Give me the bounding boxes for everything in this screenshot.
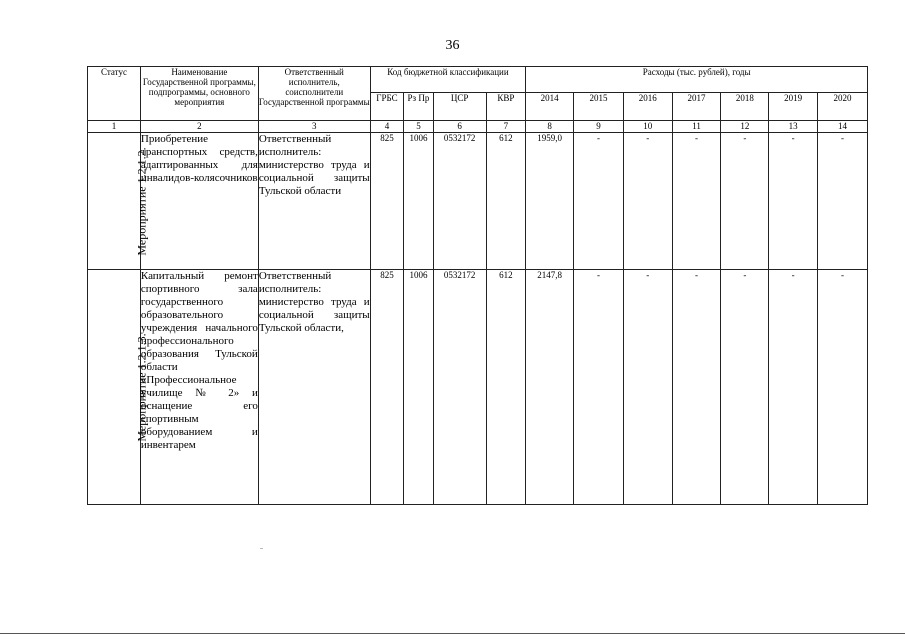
column-number: 4	[370, 121, 404, 133]
column-number: 12	[721, 121, 769, 133]
expense-value: -	[818, 133, 868, 270]
status-label: Мероприятие 1.2.1.3.	[134, 333, 149, 442]
header-year: 2017	[672, 93, 721, 121]
column-number: 2	[140, 121, 258, 133]
column-number: 9	[574, 121, 624, 133]
header-expenses: Расходы (тыс. рублей), годы	[526, 67, 868, 93]
column-number: 14	[818, 121, 868, 133]
csr-code: 0532172	[433, 270, 486, 505]
header-year: 2019	[769, 93, 818, 121]
expense-value: -	[818, 270, 868, 505]
measure-name: Капитальный ремонт спортивного зала государственного образовательного учреждения начального профессионального образования Тульской области «Профессиональное училище № 2» и оснащение его спортивным оборудованием и инвентарем	[140, 270, 258, 505]
column-number: 8	[526, 121, 574, 133]
responsible-executor: Ответственный исполнитель: министерство труда и социальной защиты Тульской области,	[258, 270, 370, 505]
header-year: 2018	[721, 93, 769, 121]
responsible-executor: Ответственный исполнитель: министерство труда и социальной защиты Тульской области	[258, 133, 370, 270]
header-year: 2020	[818, 93, 868, 121]
expense-value: -	[574, 270, 624, 505]
header-responsible: Ответственный исполнитель, соисполнители Государственной программы	[258, 67, 370, 121]
expense-value: -	[623, 133, 672, 270]
column-number: 11	[672, 121, 721, 133]
rzpr-code: 1006	[404, 133, 433, 270]
column-number: 10	[623, 121, 672, 133]
column-number: 3	[258, 121, 370, 133]
column-number: 7	[486, 121, 526, 133]
header-kvr: КВР	[486, 93, 526, 121]
column-number: 13	[769, 121, 818, 133]
header-year: 2016	[623, 93, 672, 121]
csr-code: 0532172	[433, 133, 486, 270]
header-year: 2015	[574, 93, 624, 121]
header-budget-code: Код бюджетной классификации	[370, 67, 526, 93]
header-name: Наименование Государственной программы, подпрограммы, основного мероприятия	[140, 67, 258, 121]
kvr-code: 612	[486, 270, 526, 505]
column-number: 1	[88, 121, 141, 133]
status-cell	[88, 133, 149, 270]
expense-value: -	[769, 270, 818, 505]
status-label: Мероприятие 1.2.1.2.	[134, 147, 149, 256]
expense-value: -	[672, 270, 721, 505]
scan-edge-line	[0, 633, 905, 634]
header-rzpr: Рз Пр	[404, 93, 433, 121]
table-row	[88, 133, 868, 270]
status-cell	[88, 270, 149, 505]
table-row	[88, 270, 868, 505]
rzpr-code: 1006	[404, 270, 433, 505]
header-grbs: ГРБС	[370, 93, 404, 121]
scan-mark	[260, 548, 262, 550]
expense-value: -	[769, 133, 818, 270]
expense-value: 1959,0	[526, 133, 574, 270]
measure-name: Приобретение транспортных средств, адаптированных для инвалидов-колясочников	[140, 133, 258, 270]
page-number: 36	[445, 38, 460, 53]
grbs-code: 825	[370, 133, 404, 270]
header-status: Статус	[88, 67, 141, 121]
expense-value: -	[721, 270, 769, 505]
expense-value: -	[574, 133, 624, 270]
column-number-row	[88, 121, 868, 133]
budget-table	[87, 66, 868, 505]
column-number: 5	[404, 121, 433, 133]
header-csr: ЦСР	[433, 93, 486, 121]
grbs-code: 825	[370, 270, 404, 505]
expense-value: -	[721, 133, 769, 270]
expense-value: 2147,8	[526, 270, 574, 505]
kvr-code: 612	[486, 133, 526, 270]
column-number: 6	[433, 121, 486, 133]
expense-value: -	[623, 270, 672, 505]
header-year: 2014	[526, 93, 574, 121]
expense-value: -	[672, 133, 721, 270]
